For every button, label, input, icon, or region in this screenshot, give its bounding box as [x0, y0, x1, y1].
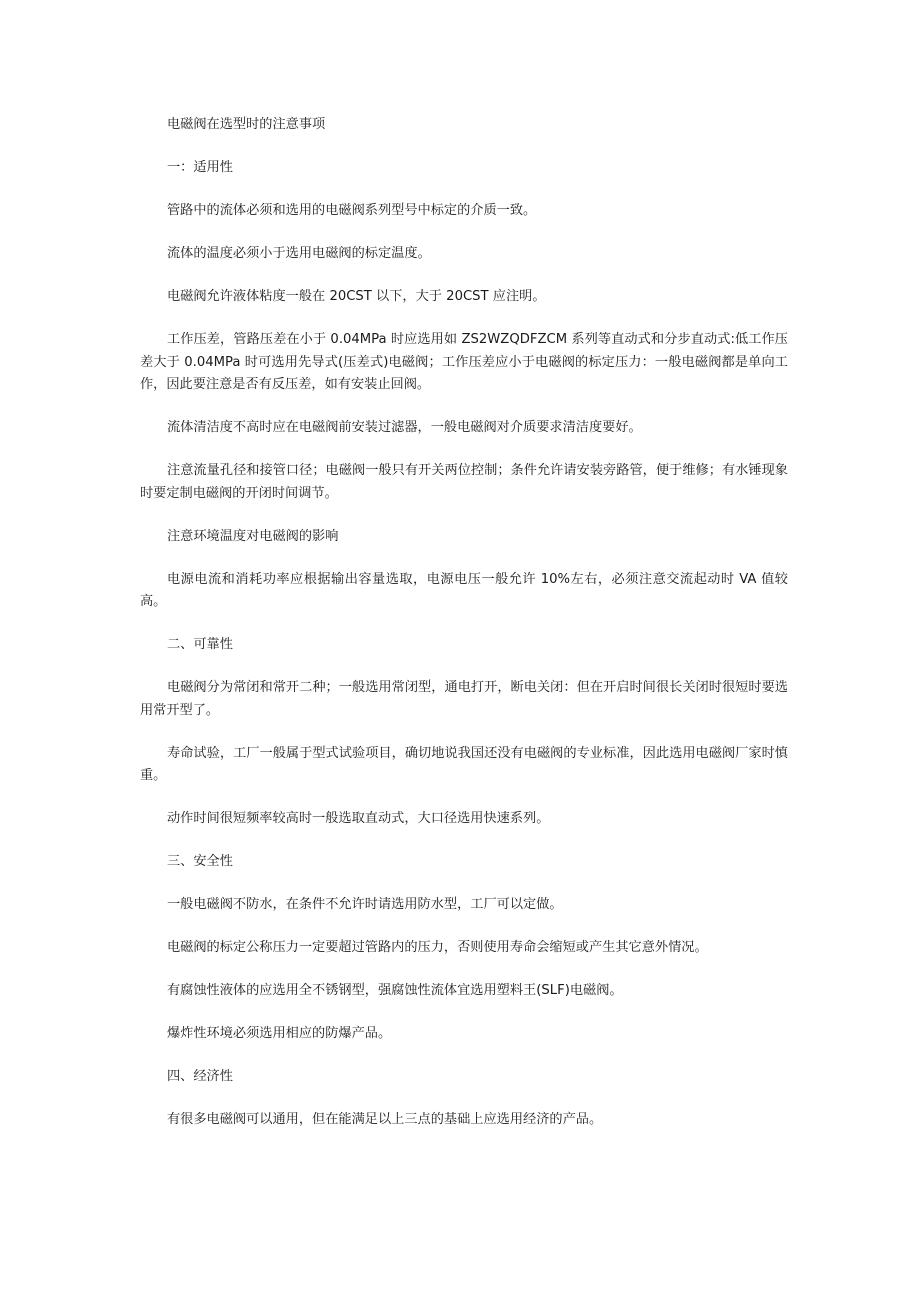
paragraph: 工作压差，管路压差在小于 0.04MPa 时应选用如 ZS2WZQDFZCM 系列等直动式和分步直动式:低工作压差大于 0.04MPa 时可选用先导式(压差式)电磁阀；工作压差应小于电磁阀的标定压力：一般电磁阀都是单向工作，因此要注意是否有反压差，如有安装止回阀。 — [140, 332, 788, 392]
paragraph: 电磁阀允许液体粘度一般在 20CST 以下，大于 20CST 应注明。 — [167, 289, 546, 304]
paragraph: 注意流量孔径和接管口径；电磁阀一般只有开关两位控制；条件允许请安装旁路管，便于维修；有水锤现象时要定制电磁阀的开闭时间调节。 — [140, 463, 788, 501]
section-heading-applicability: 一：适用性 — [167, 160, 233, 175]
section-heading-reliability: 二、可靠性 — [167, 637, 233, 652]
paragraph: 流体的温度必须小于选用电磁阀的标定温度。 — [167, 246, 431, 261]
paragraph: 流体清洁度不高时应在电磁阀前安装过滤器，一般电磁阀对介质要求清洁度要好。 — [167, 420, 642, 435]
paragraph: 有很多电磁阀可以通用，但在能满足以上三点的基础上应选用经济的产品。 — [167, 1112, 603, 1127]
section-heading-safety: 三、安全性 — [167, 854, 233, 869]
paragraph: 寿命试验，工厂一般属于型式试验项目，确切地说我国还没有电磁阀的专业标准，因此选用电磁阀厂家时慎重。 — [140, 745, 788, 783]
paragraph: 电磁阀分为常闭和常开二种；一般选用常闭型，通电打开，断电关闭：但在开启时间很长关闭时很短时要选用常开型了。 — [140, 680, 788, 718]
paragraph: 电磁阀的标定公称压力一定要超过管路内的压力，否则使用寿命会缩短或产生其它意外情况。 — [167, 940, 708, 955]
document-body — [140, 114, 788, 1152]
paragraph: 管路中的流体必须和选用的电磁阀系列型号中标定的介质一致。 — [167, 203, 537, 218]
section-heading-economy: 四、经济性 — [167, 1069, 233, 1084]
paragraph: 动作时间很短频率较高时一般选取直动式，大口径选用快速系列。 — [167, 811, 550, 826]
document-title: 电磁阀在选型时的注意事项 — [167, 117, 326, 132]
paragraph: 注意环境温度对电磁阀的影响 — [167, 528, 339, 544]
paragraph: 有腐蚀性液体的应选用全不锈钢型，强腐蚀性流体宜选用塑料王(SLF)电磁阀。 — [167, 983, 623, 998]
paragraph: 爆炸性环境必须选用相应的防爆产品。 — [167, 1026, 392, 1041]
paragraph: 电源电流和消耗功率应根据输出容量选取，电源电压一般允许 10%左右，必须注意交流起动时 VA 值较高。 — [140, 571, 788, 609]
paragraph: 一般电磁阀不防水，在条件不允许时请选用防水型，工厂可以定做。 — [167, 897, 563, 912]
